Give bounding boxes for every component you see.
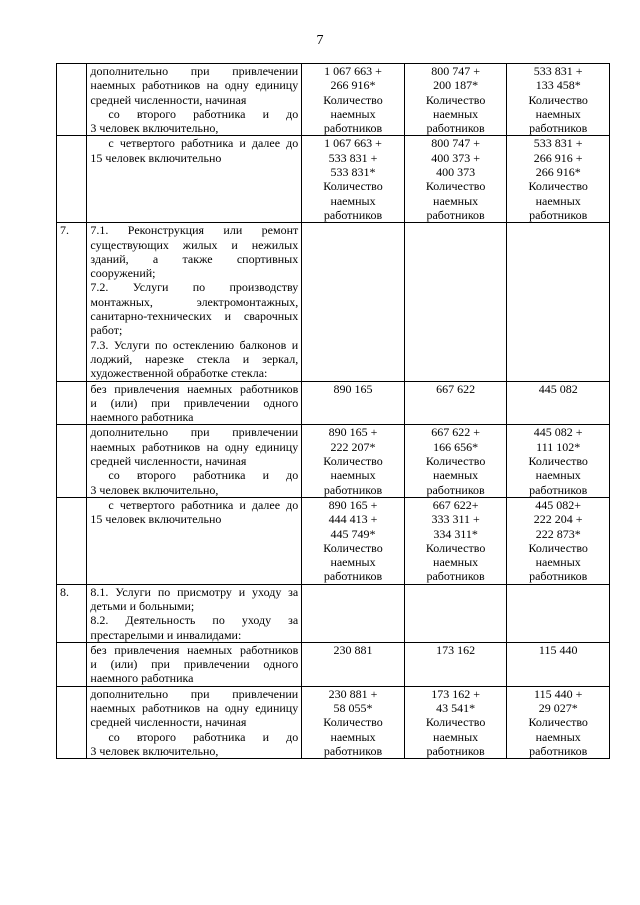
value-line: 29 027* <box>538 701 578 716</box>
value-cell-1 <box>302 136 405 223</box>
description-line: дополнительно при привлечении <box>90 64 299 78</box>
value-line: 445 749* <box>330 526 376 541</box>
value-line: 445 082+ <box>535 497 582 512</box>
value-line: 173 162 + <box>431 686 480 701</box>
value-line: Количество <box>528 92 588 107</box>
table-row <box>57 584 610 642</box>
value-line: Количество <box>425 540 486 555</box>
value-cell-3 <box>507 223 610 381</box>
value-line: наемных <box>433 468 479 483</box>
value-cell-3 <box>507 425 610 497</box>
value-line: 200 187* <box>433 78 479 93</box>
value-line: 890 165 + <box>328 425 378 440</box>
description-line: наемного работника <box>90 671 194 686</box>
row-description <box>87 381 302 425</box>
description-line: дополнительно при привлечении <box>90 686 299 701</box>
value-line: работников <box>323 569 383 584</box>
description-line: дополнительно при привлечении <box>90 425 299 440</box>
row-description <box>87 136 302 223</box>
table-row <box>57 136 610 223</box>
description-line: 15 человек включительно <box>90 512 222 527</box>
value-cell-3 <box>507 136 610 223</box>
value-line: 667 622+ <box>432 497 479 512</box>
description-line: престарелыми и инвалидами: <box>90 627 242 642</box>
value-line: наемных <box>330 106 376 121</box>
value-line: работников <box>426 482 485 497</box>
description-line: средней численности, начиная <box>90 92 247 107</box>
value-cell-3 <box>507 64 610 136</box>
value-line: наемных <box>433 729 479 744</box>
value-line: 400 373 <box>436 165 476 180</box>
tariff-table <box>56 63 610 759</box>
description-line: зданий, а также спортивных <box>90 251 299 266</box>
value-cell-2 <box>404 497 507 584</box>
value-line: Количество <box>425 454 486 469</box>
row-number <box>57 64 87 136</box>
description-line: 15 человек включительно <box>90 150 222 165</box>
description-line: со второго работника и до <box>108 468 299 483</box>
description-line: со второго работника и до <box>108 106 299 121</box>
value-cell-3 <box>507 686 610 758</box>
description-line: наемных работников на одну единицу <box>90 78 299 93</box>
description-line: наемных работников на одну единицу <box>90 701 299 716</box>
description-line: с четвертого работника и далее до <box>108 497 299 512</box>
description-line: лоджий, нарезке стекла и зеркал, <box>90 351 299 366</box>
value-line: 58 055* <box>333 701 373 716</box>
value-cell-3 <box>507 642 610 686</box>
description-line: с четвертого работника и далее до <box>108 136 299 151</box>
row-number <box>57 497 87 584</box>
value-cell-3 <box>507 381 610 425</box>
description-line: 8.1. Услуги по присмотру и уходу за <box>90 584 299 599</box>
value-line: 230 881 <box>333 642 373 657</box>
description-line: 7.3. Услуги по остеклению балконов и <box>90 337 299 352</box>
value-line: 400 373 + <box>431 150 480 165</box>
value-line: наемных <box>433 106 479 121</box>
row-description <box>87 584 302 642</box>
description-line: без привлечения наемных работников <box>90 642 299 657</box>
value-line: 111 102* <box>536 439 581 454</box>
value-line: Количество <box>323 454 383 469</box>
value-line: 533 831 + <box>533 64 583 78</box>
value-cell-2 <box>404 64 507 136</box>
description-line: без привлечения наемных работников <box>90 381 299 396</box>
row-number <box>57 381 87 425</box>
description-line: детьми и больными; <box>90 598 195 613</box>
description-line: работ; <box>90 323 123 338</box>
value-line: 890 165 <box>333 381 373 396</box>
value-line: наемных <box>330 468 376 483</box>
value-line: работников <box>529 207 588 222</box>
value-line: Количество <box>323 715 383 730</box>
value-line: работников <box>323 482 383 497</box>
value-cell-2 <box>404 642 507 686</box>
description-line: и (или) при привлечении одного <box>90 657 299 672</box>
value-line: 222 204 + <box>533 512 583 527</box>
description-line: монтажных, электромонтажных, <box>90 294 299 309</box>
value-line: 444 413 + <box>328 512 378 527</box>
value-line: Количество <box>528 715 588 730</box>
row-description <box>87 642 302 686</box>
value-line: Количество <box>323 92 383 107</box>
value-cell-1 <box>302 64 405 136</box>
row-number <box>57 136 87 223</box>
table-row <box>57 686 610 758</box>
description-line: 8.2. Деятельность по уходу за <box>90 613 299 628</box>
value-line: наемных <box>330 555 376 570</box>
description-line: 3 человек включительно, <box>90 743 219 758</box>
value-line: 222 207* <box>330 439 376 454</box>
description-line: средней численности, начиная <box>90 715 247 730</box>
row-number <box>57 425 87 497</box>
value-line: 266 916* <box>330 78 376 93</box>
value-line: Количество <box>528 540 588 555</box>
description-line: художественной обработке стекла: <box>90 366 268 381</box>
value-line: 133 458* <box>535 78 581 93</box>
value-line: работников <box>426 121 485 136</box>
value-line: 1 067 663 + <box>324 64 382 78</box>
value-cell-3 <box>507 497 610 584</box>
row-number <box>57 642 87 686</box>
value-line: наемных <box>330 729 376 744</box>
row-number: 7. <box>57 223 87 381</box>
value-line: 333 311 + <box>431 512 480 527</box>
row-description <box>87 425 302 497</box>
value-line: 445 082 + <box>533 425 583 440</box>
value-cell-1 <box>302 642 405 686</box>
description-line: и (или) при привлечении одного <box>90 395 299 410</box>
description-line: со второго работника и до <box>108 729 299 744</box>
value-line: наемных <box>433 555 479 570</box>
value-line: 667 622 <box>436 381 476 396</box>
value-line: работников <box>323 207 383 222</box>
value-line: 533 831 + <box>533 136 583 151</box>
table-row <box>57 223 610 381</box>
value-line: работников <box>426 569 485 584</box>
description-line: 3 человек включительно, <box>90 482 219 497</box>
value-line: 890 165 + <box>328 497 378 512</box>
value-line: работников <box>323 121 383 136</box>
value-line: работников <box>529 743 588 758</box>
value-line: 173 162 <box>436 642 476 657</box>
value-cell-2 <box>404 584 507 642</box>
value-cell-2 <box>404 686 507 758</box>
value-line: 334 311* <box>433 526 478 541</box>
value-cell-2 <box>404 136 507 223</box>
value-cell-1 <box>302 584 405 642</box>
table-row <box>57 425 610 497</box>
value-line: работников <box>323 743 383 758</box>
value-cell-1 <box>302 425 405 497</box>
value-line: Количество <box>425 715 486 730</box>
value-line: 266 916 + <box>533 150 583 165</box>
value-line: 166 656* <box>433 439 479 454</box>
description-line: средней численности, начиная <box>90 454 247 469</box>
value-line: 533 831 + <box>328 150 378 165</box>
value-line: 115 440 <box>538 642 578 657</box>
table-row <box>57 64 610 136</box>
row-description <box>87 223 302 381</box>
value-line: работников <box>529 482 588 497</box>
value-line: Количество <box>425 92 486 107</box>
value-line: работников <box>529 121 588 136</box>
description-line: 7.2. Услуги по производству <box>90 280 299 295</box>
table-row <box>57 642 610 686</box>
value-line: работников <box>426 207 485 222</box>
description-line: 3 человек включительно, <box>90 121 219 136</box>
value-line: 800 747 + <box>431 64 480 78</box>
page-number: 7 <box>316 33 324 48</box>
description-line: санитарно-технических и сварочных <box>90 309 299 324</box>
description-line: существующих жилых и нежилых <box>90 237 299 252</box>
row-description <box>87 497 302 584</box>
value-line: 445 082 <box>538 381 578 396</box>
value-cell-1 <box>302 223 405 381</box>
value-line: 43 541* <box>436 701 476 716</box>
value-line: 115 440 + <box>534 686 583 701</box>
value-line: 222 873* <box>535 526 581 541</box>
description-line: наемного работника <box>90 410 194 425</box>
value-cell-2 <box>404 381 507 425</box>
value-line: 1 067 663 + <box>324 136 382 151</box>
value-line: наемных <box>535 729 581 744</box>
table-row <box>57 497 610 584</box>
value-line: Количество <box>528 454 588 469</box>
value-line: наемных <box>330 193 376 208</box>
value-line: наемных <box>535 555 581 570</box>
row-number: 8. <box>57 584 87 642</box>
value-cell-1 <box>302 497 405 584</box>
value-cell-1 <box>302 381 405 425</box>
value-line: 667 622 + <box>431 425 480 440</box>
row-number <box>57 686 87 758</box>
value-line: наемных <box>535 106 581 121</box>
value-line: Количество <box>425 179 486 194</box>
table-body <box>57 64 610 759</box>
value-cell-2 <box>404 425 507 497</box>
value-line: работников <box>426 743 485 758</box>
value-line: 800 747 + <box>431 136 480 151</box>
value-line: 230 881 + <box>328 686 378 701</box>
value-line: Количество <box>323 179 383 194</box>
value-cell-1 <box>302 686 405 758</box>
description-line: 7.1. Реконструкция или ремонт <box>90 223 299 238</box>
value-line: Количество <box>323 540 383 555</box>
value-line: наемных <box>535 468 581 483</box>
description-line: сооружений; <box>90 266 156 281</box>
row-description <box>87 64 302 136</box>
value-cell-3 <box>507 584 610 642</box>
value-line: 266 916* <box>535 165 581 180</box>
value-line: работников <box>529 569 588 584</box>
table-row <box>57 381 610 425</box>
value-line: Количество <box>528 179 588 194</box>
description-line: наемных работников на одну единицу <box>90 439 299 454</box>
row-description <box>87 686 302 758</box>
value-line: наемных <box>535 193 581 208</box>
value-line: 533 831* <box>330 165 376 180</box>
value-line: наемных <box>433 193 479 208</box>
value-cell-2 <box>404 223 507 381</box>
